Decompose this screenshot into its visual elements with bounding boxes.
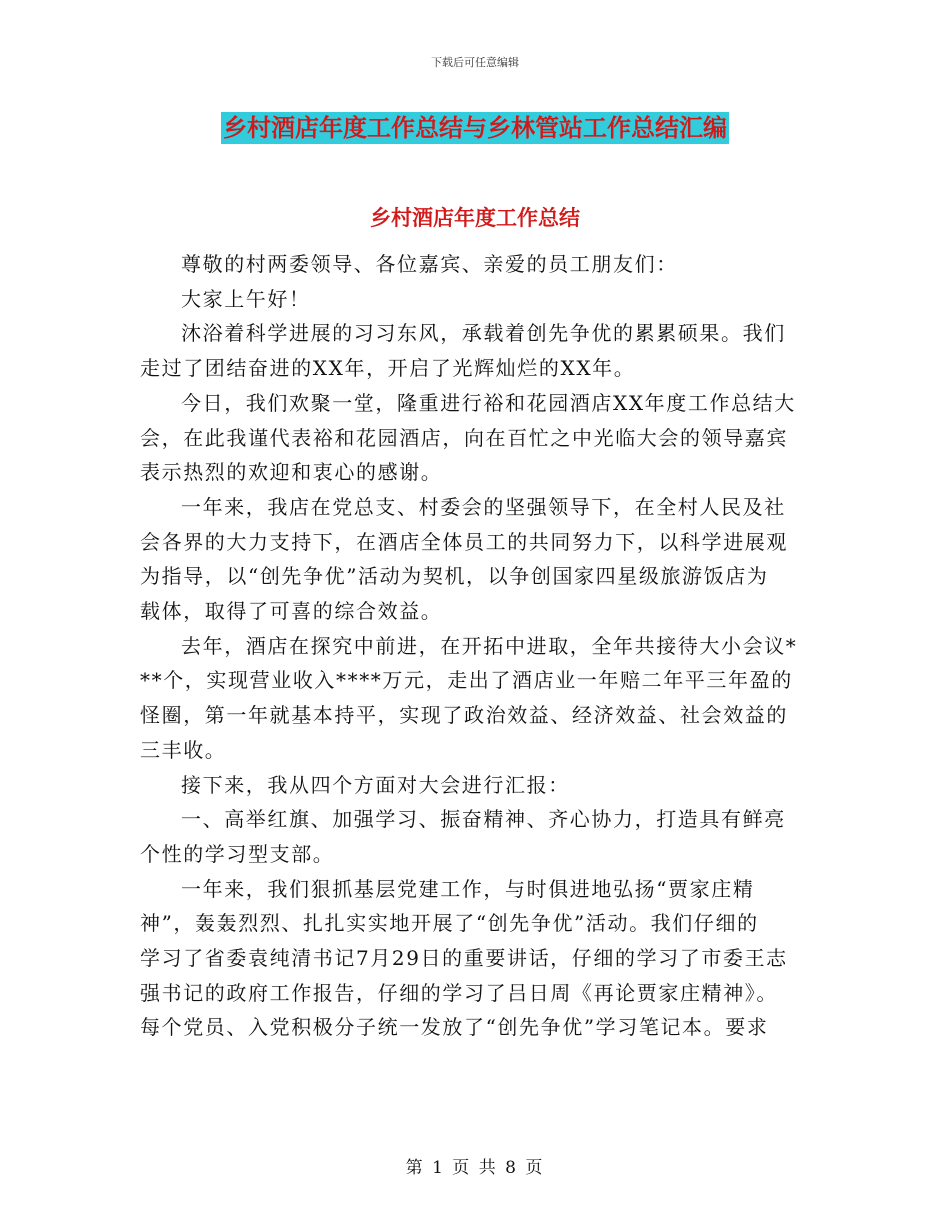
paragraph: 沐浴着科学进展的习习东风，承载着创先争优的累累硕果。我们 走过了团结奋进的XX年，开启了光辉灿烂的XX年。 — [140, 321, 786, 381]
paragraph-section-heading: 一、高举红旗、加强学习、振奋精神、齐心协力，打造具有鲜亮 个性的学习型支部。 — [140, 807, 786, 866]
paragraph: 去年，酒店在探究中前进，在开拓中进取，全年共接待大小会议* **个，实现营业收入****万元，走出了酒店业一年赔二年平三年盈的 怪圈，第一年就基本持平，实现了政治效益、经济效益、社会效益的 三丰收。 — [140, 633, 798, 762]
paragraph: 一年来，我店在党总支、村委会的坚强领导下，在全村人民及社 会各界的大力支持下，在酒店全体员工的共同努力下，以科学进展观 为指导，以“创先争优”活动为契机，以争创国家四星级旅游饭店为 载体，取得了可喜的综合效益。 — [140, 494, 788, 624]
document-main-title: 乡村酒店年度工作总结与乡林管站工作总结汇编 — [223, 114, 727, 142]
paragraph-good-morning: 大家上午好！ — [181, 286, 311, 311]
section-title: 乡村酒店年度工作总结 — [370, 206, 580, 230]
paragraph: 今日，我们欢聚一堂，隆重进行裕和花园酒店XX年度工作总结大 会，在此我谨代表裕和花园酒店，向在百忙之中光临大会的领导嘉宾 表示热烈的欢迎和衷心的感谢。 — [140, 390, 796, 485]
paragraph-greeting: 尊敬的村两委领导、各位嘉宾、亲爱的员工朋友们： — [181, 252, 678, 276]
header-note: 下载后可任意编辑 — [431, 56, 519, 69]
paragraph: 接下来，我从四个方面对大会进行汇报： — [181, 772, 570, 797]
page-footer: 第 1 页 共 8 页 — [405, 1158, 545, 1178]
body-text — [140, 247, 810, 1045]
paragraph: 一年来，我们狠抓基层党建工作，与时俱进地弘扬“贾家庄精 神”，轰轰烈烈、扎扎实实地开展了“创先争优”活动。我们仔细的 学习了省委袁纯清书记7月29日的重要讲话，仔细的学习了市委王志 强书记的政府工作报告，仔细的学习了吕日周《再论贾家庄精神》。 每个党员、入党积极分子统一发放了“创先争优”学习笔记本。要求 — [140, 876, 788, 1040]
